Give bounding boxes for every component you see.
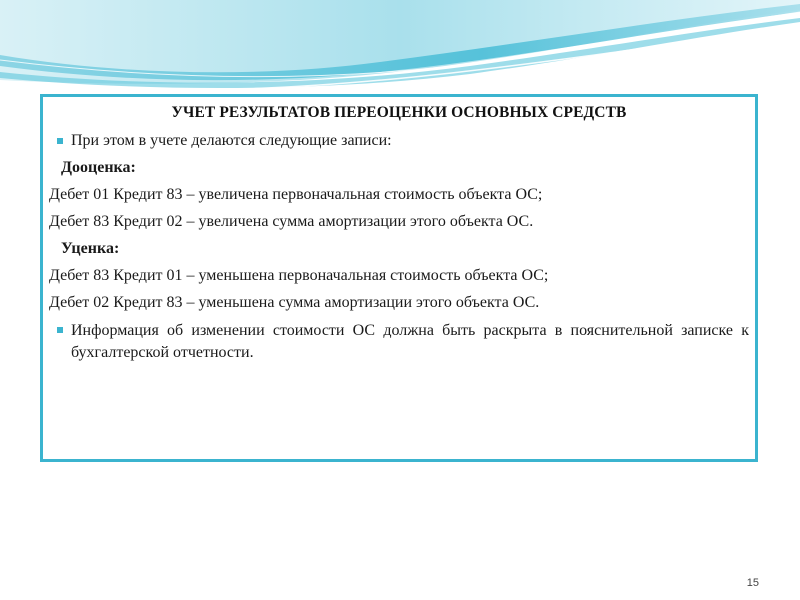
intro-bullet [49, 131, 749, 151]
entry-line: Дебет 83 Кредит 01 – уменьшена первоначальная стоимость объекта ОС; [49, 267, 549, 284]
revaluation-up-heading: Дооценка: [61, 159, 136, 176]
entry-line: Дебет 01 Кредит 83 – увеличена первоначальная стоимость объекта ОС; [49, 186, 543, 203]
entry-line: Дебет 83 Кредит 02 – увеличена сумма амортизации этого объекта ОС. [49, 213, 534, 230]
square-bullet-icon [57, 138, 63, 144]
header-wave-decoration [0, 0, 800, 95]
square-bullet-icon [57, 327, 63, 333]
entry-line: Дебет 02 Кредит 83 – уменьшена сумма амортизации этого объекта ОС. [49, 294, 540, 311]
slide-title: УЧЕТ РЕЗУЛЬТАТОВ ПЕРЕОЦЕНКИ ОСНОВНЫХ СРЕДСТВ [171, 104, 627, 121]
closing-bullet-text: Информация об изменении стоимости ОС должна быть раскрыта в пояснительной записке к бухгалтерской отчетности. [71, 322, 749, 361]
content-box [40, 94, 758, 462]
closing-bullet [49, 320, 749, 364]
intro-bullet-text: При этом в учете делаются следующие записи: [71, 132, 392, 149]
revaluation-down-heading: Уценка: [61, 240, 120, 257]
page-number: 15 [746, 577, 759, 589]
